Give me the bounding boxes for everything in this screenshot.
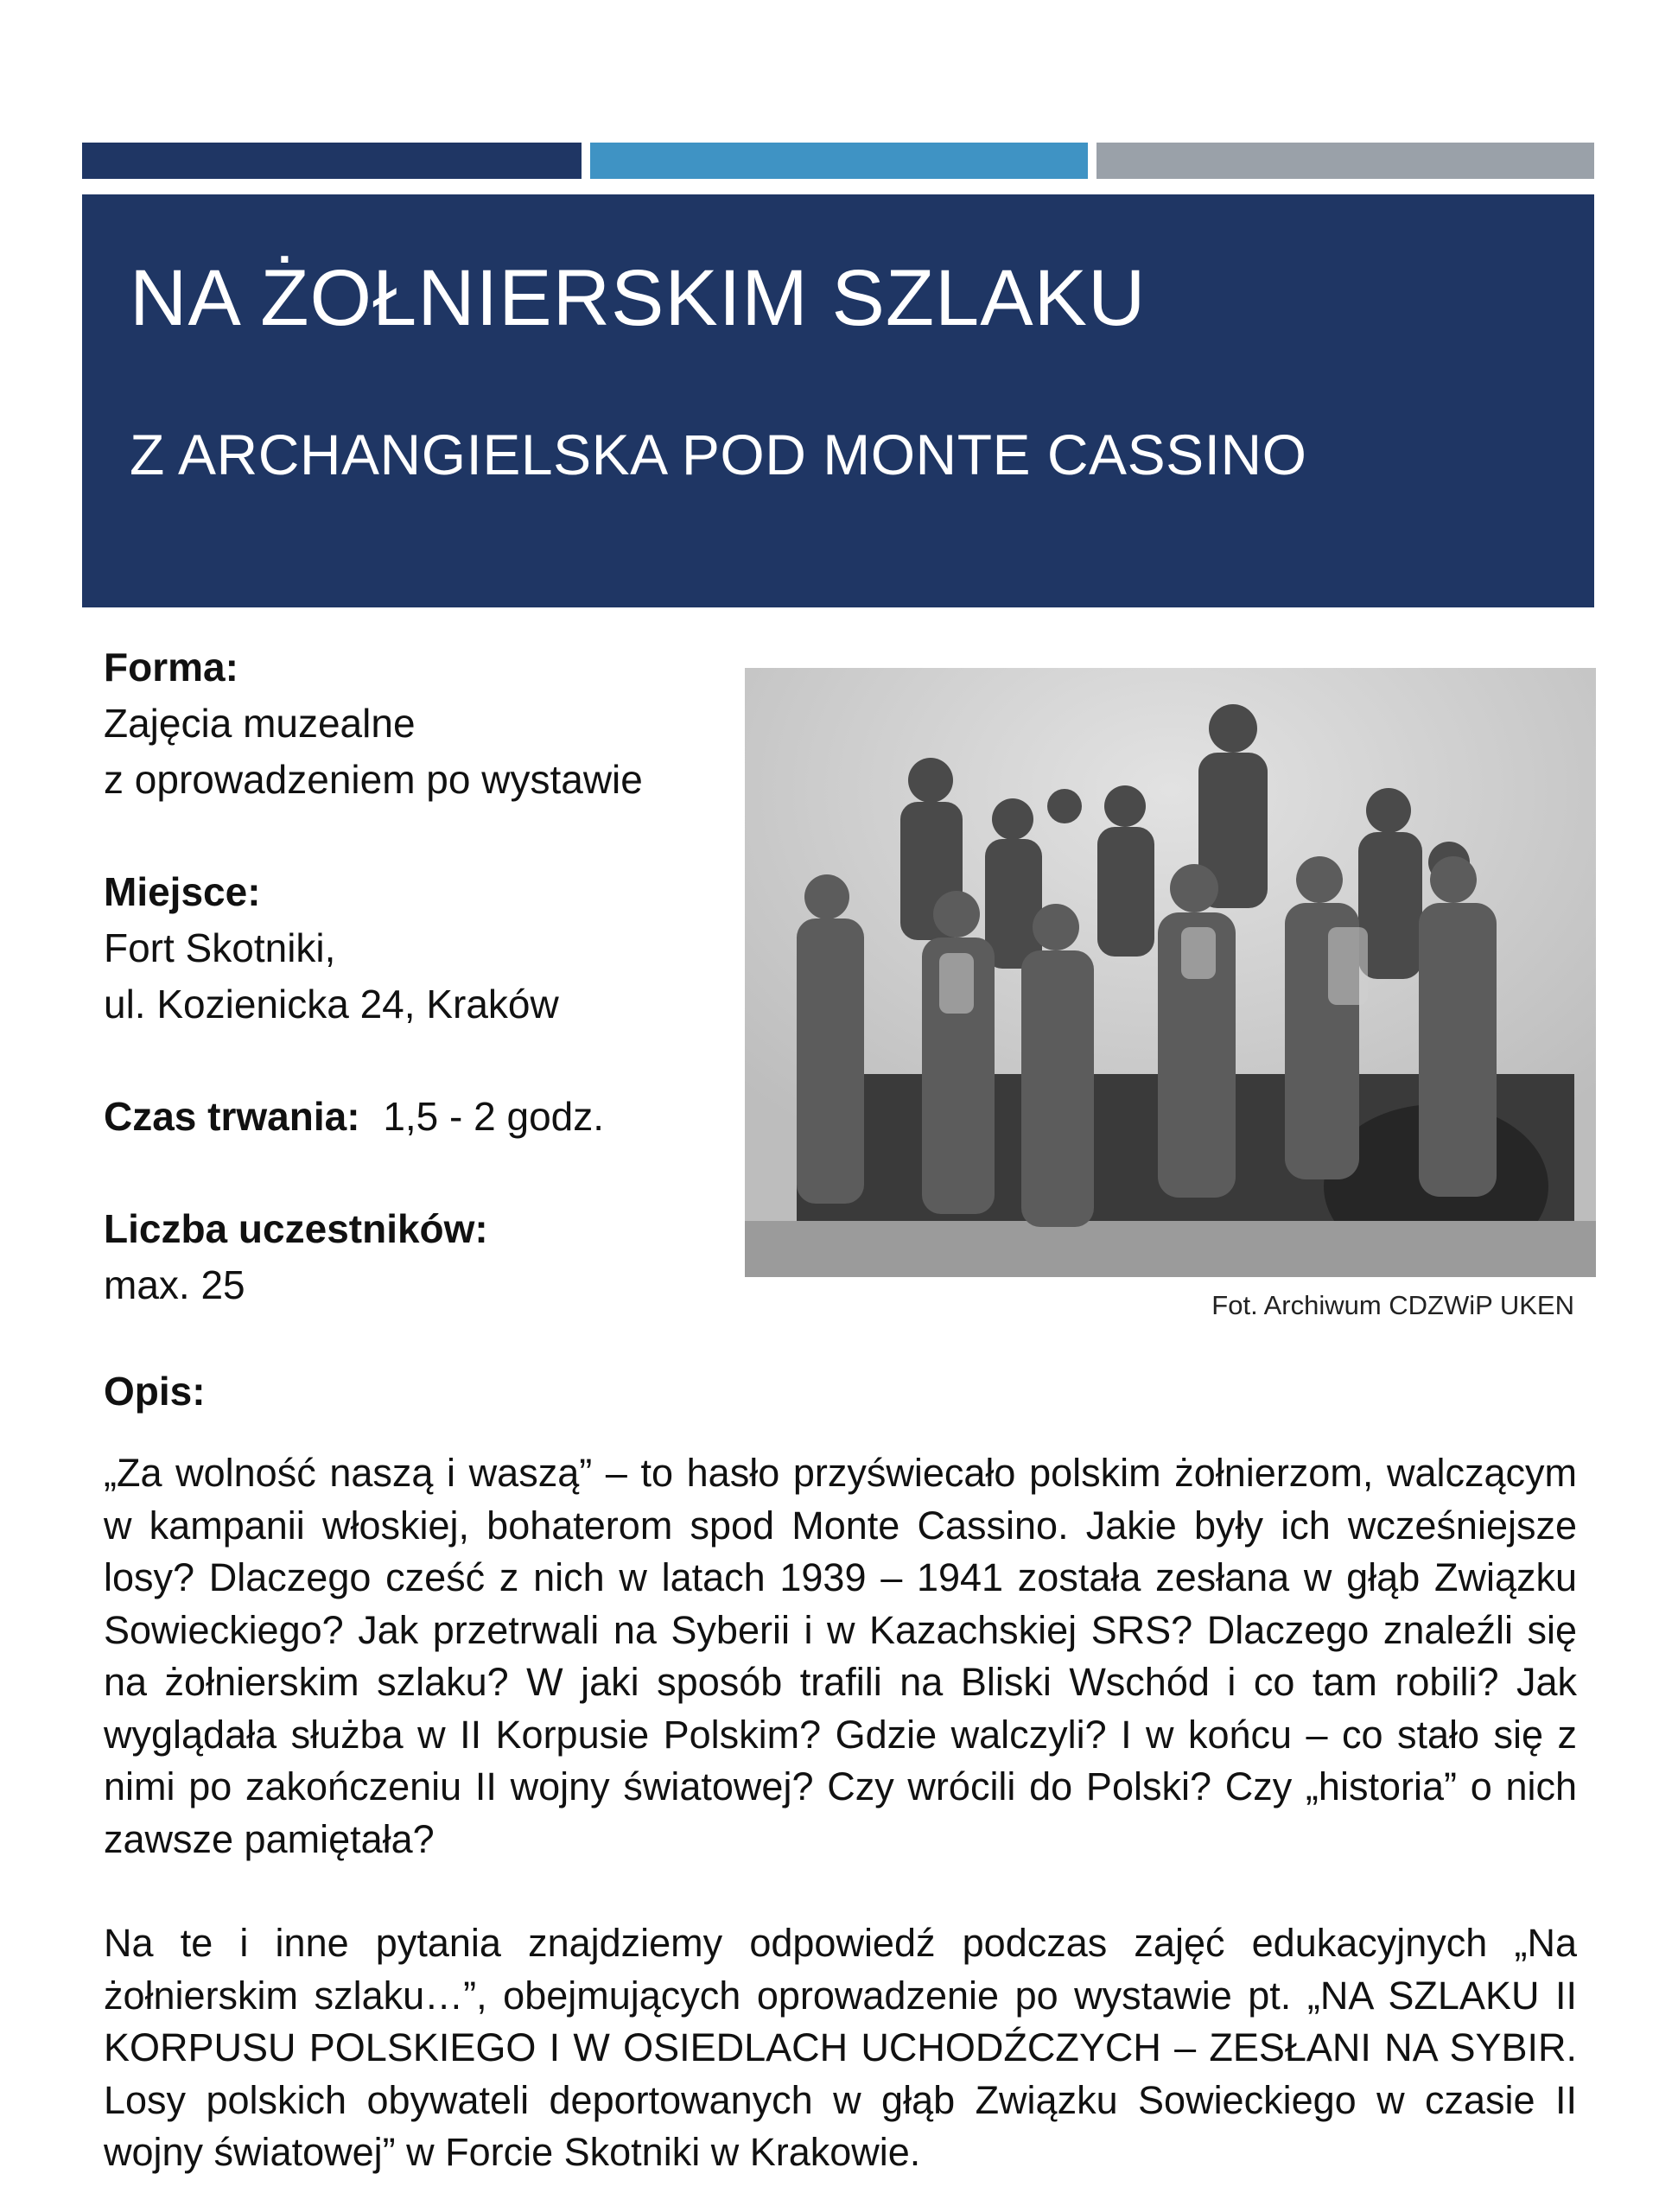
photo-caption: Fot. Archiwum CDZWiP UKEN — [1211, 1290, 1574, 1320]
czas-label: Czas trwania: — [104, 1094, 360, 1139]
photo-illustration — [745, 668, 1596, 1277]
miejsce-value-line1: Fort Skotniki, — [104, 925, 336, 970]
miejsce-value-line2: ul. Kozienicka 24, Kraków — [104, 982, 559, 1027]
liczba-block — [104, 1201, 726, 1313]
description-paragraph-1: „Za wolność naszą i waszą” – to hasło przyświecało polskim żołnierzom, walczącym w kampanii włoskiej, bohaterom spod Monte Cassino. Jakie były ich wcześniejsze losy? Dlaczego cześć z nich w latach 1939 – 1941 została zesłana w głąb Związku Sowieckiego? Jak przetrwali na Syberii i w Kazachskiej SRS? Dlaczego znaleźli się na żołnierskim szlaku? W jaki sposób trafili na Bliski Wschód i co tam robili? Jak wyglądała służba w II Korpusie Polskim? Gdzie walczyli? I w końcu – co stało się z nimi po zakończeniu II wojny światowej? Czy wrócili do Polski? Czy „historia” o nich zawsze pamiętała? — [104, 1451, 1577, 1861]
liczba-label: Liczba uczestników: — [104, 1206, 488, 1251]
miejsce-label: Miejsce: — [104, 869, 261, 914]
accent-bar-navy — [82, 143, 582, 179]
liczba-value: max. 25 — [104, 1262, 245, 1307]
forma-label: Forma: — [104, 645, 238, 690]
miejsce-block — [104, 864, 726, 1033]
accent-bar-blue — [590, 143, 1088, 179]
archival-soldiers-photo — [745, 668, 1596, 1277]
forma-value-line2: z oprowadzeniem po wystawie — [104, 757, 643, 802]
forma-block — [104, 639, 726, 808]
accent-bar-gray — [1096, 143, 1594, 179]
czas-block — [104, 1089, 726, 1145]
page-title: NA ŻOŁNIERSKIM SZLAKU — [130, 254, 1147, 342]
czas-value: 1,5 - 2 godz. — [383, 1094, 605, 1139]
description — [104, 1447, 1577, 2179]
page-subtitle: Z ARCHANGIELSKA POD MONTE CASSINO — [130, 423, 1307, 486]
info-section — [104, 639, 726, 1370]
forma-value-line1: Zajęcia muzealne — [104, 701, 416, 746]
opis-label: Opis: — [104, 1369, 206, 1414]
title-banner — [82, 194, 1594, 607]
description-paragraph-2: Na te i inne pytania znajdziemy odpowiedź podczas zajęć edukacyjnych „Na żołnierskim szlaku…”, obejmujących oprowadzenie po wystawie pt. „NA SZLAKU II KORPUSU POLSKIEGO I W OSIEDLACH UCHODŹCZYCH – ZESŁANI NA SYBIR. Losy polskich obywateli deportowanych w głąb Związku Sowieckiego w czasie II wojny światowej” w Forcie Skotniki w Krakowie. — [104, 1921, 1577, 2174]
